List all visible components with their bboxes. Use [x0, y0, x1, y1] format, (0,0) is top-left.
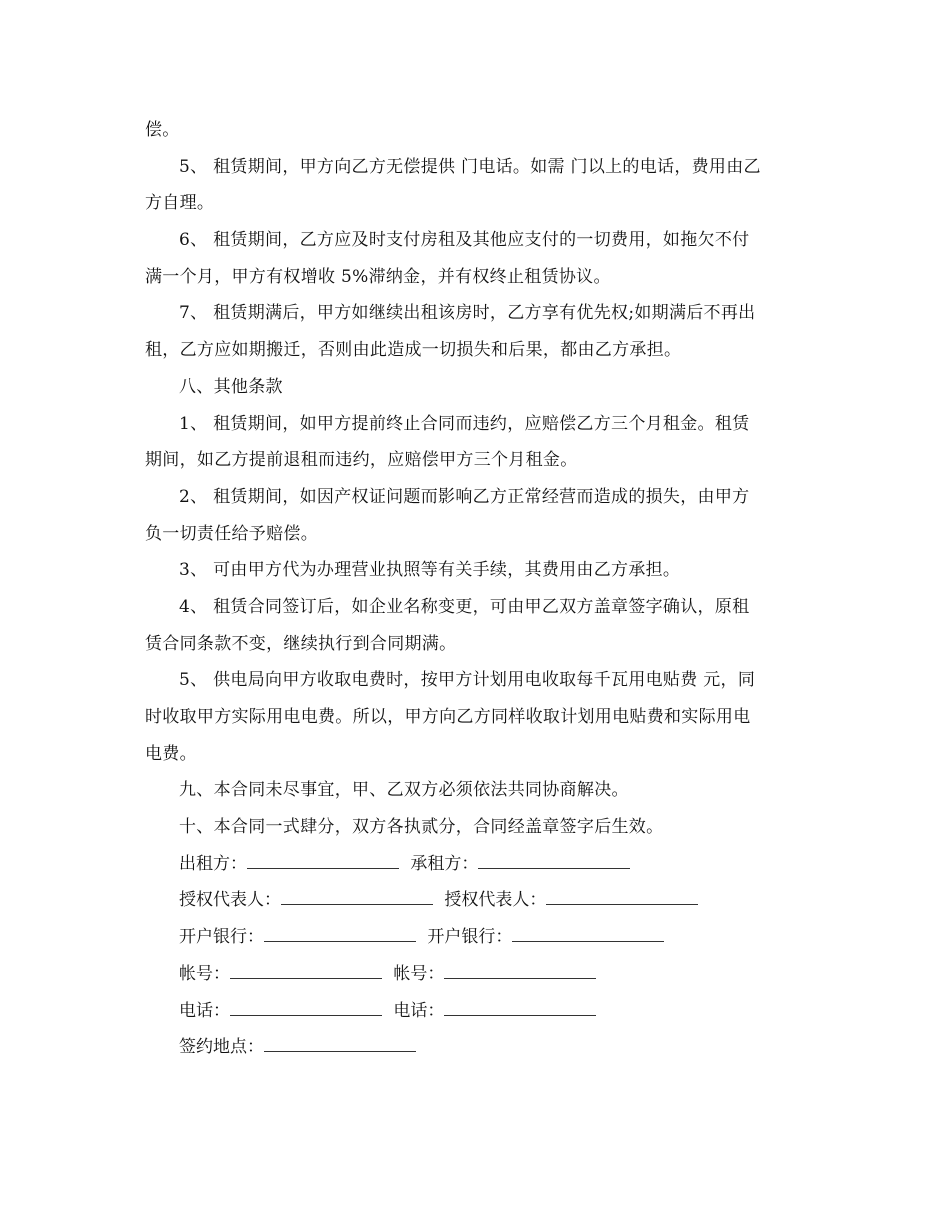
- text-line: 时收取甲方实际用电电费。所以，甲方向乙方同样收取计划用电贴费和实际用电: [145, 707, 751, 727]
- contract-text: [145, 112, 805, 846]
- bank-label-lessee: 开户银行：: [427, 927, 513, 948]
- phone-label-lessor: 电话：: [179, 1000, 230, 1021]
- signature-row-phone: [145, 993, 805, 1030]
- phone-blank-lessor: [230, 1015, 382, 1016]
- text-line: 5、 供电局向甲方收取电费时，按甲方计划用电收取每千瓦用电贴费 元，同: [179, 670, 756, 691]
- text-line: 6、 租赁期间，乙方应及时支付房租及其他应支付的一切费用，如拖欠不付: [179, 230, 750, 251]
- signature-row-auth-rep: [145, 882, 805, 919]
- text-line: 偿。: [145, 120, 180, 140]
- text-line: 7、 租赁期满后，甲方如继续出租该房时，乙方享有优先权;如期满后不再出: [179, 303, 756, 324]
- lessee-label: 承租方：: [410, 853, 479, 874]
- auth-rep-blank-lessee: [546, 904, 698, 905]
- auth-rep-blank-lessor: [281, 904, 433, 905]
- bank-label-lessor: 开户银行：: [179, 927, 264, 948]
- account-blank-lessor: [230, 978, 382, 979]
- account-blank-lessee: [444, 978, 596, 979]
- auth-rep-label-lessor: 授权代表人：: [179, 890, 281, 911]
- document-body: [145, 112, 805, 1066]
- text-line: 赁合同条款不变，继续执行到合同期满。: [145, 633, 457, 654]
- phone-blank-lessee: [444, 1015, 596, 1016]
- lessor-label: 出租方：: [179, 853, 247, 874]
- lessee-blank: [478, 868, 630, 869]
- text-line: 5、 租赁期间，甲方向乙方无偿提供 门电话。如需 门以上的电话，费用由乙: [179, 156, 761, 177]
- lessor-blank: [247, 868, 399, 869]
- bank-blank-lessor: [264, 941, 416, 942]
- auth-rep-label-lessee: 授权代表人：: [444, 890, 547, 911]
- text-line: 十、本合同一式肆分，双方各执贰分，合同经盖章签字后生效。: [179, 817, 664, 838]
- text-line: 3、 可由甲方代为办理营业执照等有关手续，其费用由乙方承担。: [179, 560, 681, 581]
- text-line: 4、 租赁合同签订后，如企业名称变更，可由甲乙双方盖章签字确认，原租: [179, 596, 750, 617]
- text-line: 九、本合同未尽事宜，甲、乙双方必须依法共同协商解决。: [179, 780, 629, 801]
- text-line: 1、 租赁期间，如甲方提前终止合同而违约，应赔偿乙方三个月租金。租赁: [179, 413, 750, 434]
- account-label-lessee: 帐号：: [393, 963, 445, 984]
- signature-row-bank: [145, 919, 805, 956]
- text-line: 租，乙方应如期搬迁，否则由此造成一切损失和后果，都由乙方承担。: [145, 340, 682, 361]
- place-blank: [264, 1051, 416, 1052]
- account-label-lessor: 帐号：: [179, 963, 230, 984]
- text-line: 负一切责任给予赔偿。: [145, 523, 318, 544]
- place-label: 签约地点：: [179, 1037, 264, 1058]
- phone-label-lessee: 电话：: [393, 1000, 445, 1021]
- text-line: 满一个月，甲方有权增收 5%滞纳金，并有权终止租赁协议。: [145, 266, 611, 287]
- bank-blank-lessee: [512, 941, 664, 942]
- signature-row-parties: [145, 846, 805, 883]
- text-line: 电费。: [145, 743, 197, 764]
- text-line: 期间，如乙方提前退租而违约，应赔偿甲方三个月租金。: [145, 450, 578, 471]
- text-line: 方自理。: [145, 193, 215, 214]
- text-line: 2、 租赁期间，如因产权证问题而影响乙方正常经营而造成的损失，由甲方: [179, 486, 750, 507]
- signature-row-place: [145, 1029, 805, 1066]
- text-line: 八、其他条款: [179, 376, 283, 397]
- signature-row-account: [145, 956, 805, 993]
